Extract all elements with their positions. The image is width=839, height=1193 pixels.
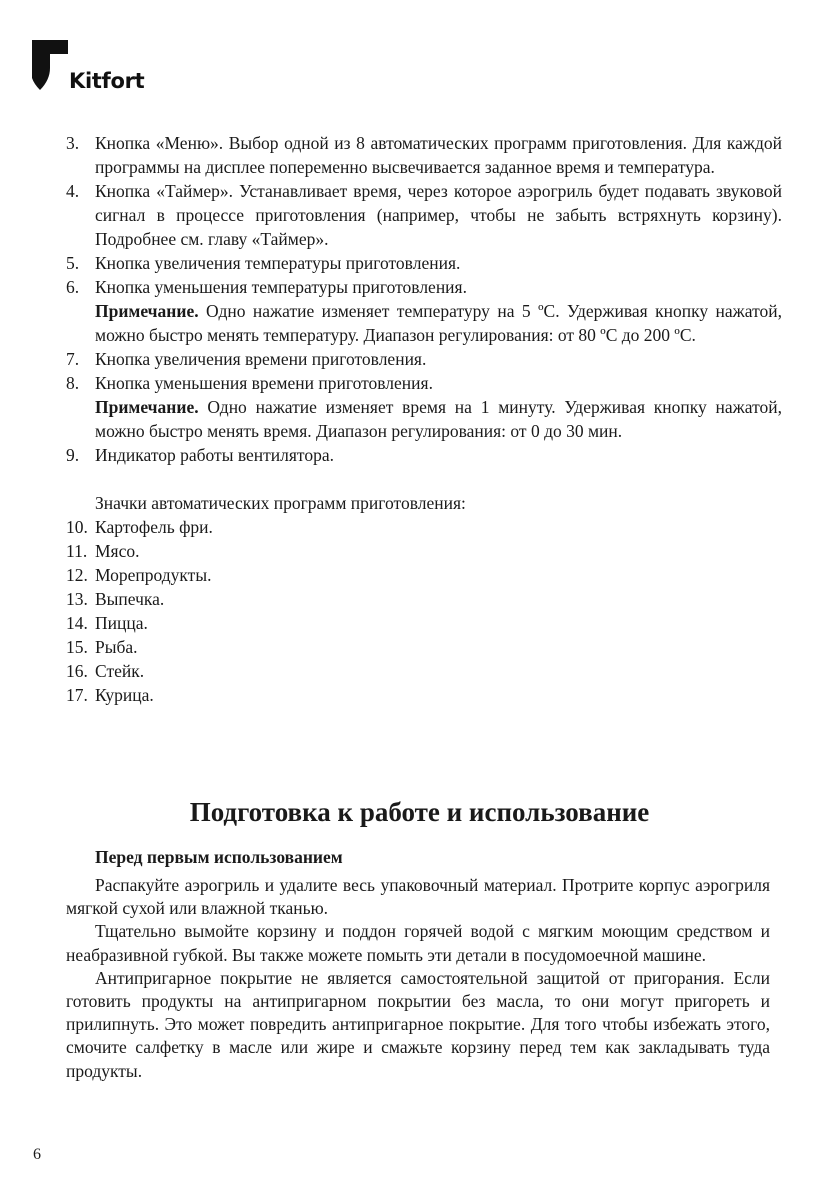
- section-title: Подготовка к работе и использование: [189, 797, 650, 827]
- note-text: Одно нажатие изменяет время на 1 минуту. Удерживая кнопку нажатой, можно быстро менять время. Диапазон регулирования: от 0 до 30 мин.: [95, 397, 782, 441]
- item-number: 11.: [66, 541, 88, 561]
- paragraph: Антипригарное покрытие не является самостоятельной защитой от пригорания. Если готовить продукты на антипригарном покрытии без масла, то они могут пригореть и прилипнуть. Это может повредить антипригарное покрытие. Для того чтобы избежать этого, смочите салфетку в масле или жире и смажьте корзину перед тем как закладывать туда продукты.: [66, 967, 770, 1081]
- item-text: Кнопка увеличения времени приготовления.: [95, 349, 427, 369]
- note: [66, 395, 782, 443]
- list-item: [66, 251, 782, 275]
- note: [66, 299, 782, 347]
- paragraph: Тщательно вымойте корзину и поддон горячей водой с мягким моющим средством и неабразивной губкой. Вы также можете помыть эти детали в посудомоечной машине.: [66, 921, 770, 965]
- item-text: Индикатор работы вентилятора.: [95, 445, 334, 465]
- list-item: [66, 515, 782, 539]
- kitfort-logo: [32, 40, 152, 96]
- note-text: Одно нажатие изменяет температуру на 5 ºС. Удерживая кнопку нажатой, можно быстро менять температуру. Диапазон регулирования: от 80 ºС до 200 ºС.: [95, 301, 782, 345]
- item-number: 3.: [66, 133, 80, 153]
- item-number: 15.: [66, 637, 88, 657]
- item-text: Выпечка.: [95, 589, 165, 609]
- item-text: Стейк.: [95, 661, 145, 681]
- note-label: Примечание.: [95, 301, 199, 321]
- controls-list: [66, 131, 782, 707]
- list-item: [66, 539, 782, 563]
- list-item: [66, 347, 782, 371]
- item-text: Картофель фри.: [95, 517, 213, 537]
- item-number: 17.: [66, 685, 88, 705]
- list-item: [66, 275, 782, 299]
- list-item: [66, 443, 782, 467]
- item-text: Курица.: [95, 685, 154, 705]
- list-item: [66, 371, 782, 395]
- item-text: Кнопка «Таймер». Устанавливает время, через которое аэрогриль будет подавать звуковой сигнал в процессе приготовления (например, чтобы не забыть встряхнуть корзину). Подробнее см. главу «Таймер».: [95, 181, 782, 249]
- list-item: [66, 635, 782, 659]
- list-item: [66, 563, 782, 587]
- item-number: 7.: [66, 349, 80, 369]
- note-label: Примечание.: [95, 397, 199, 417]
- list-item: [66, 131, 782, 179]
- item-number: 5.: [66, 253, 80, 273]
- item-text: Рыба.: [95, 637, 138, 657]
- item-number: 6.: [66, 277, 80, 297]
- subsection-title: Перед первым использованием: [95, 847, 343, 867]
- item-number: 9.: [66, 445, 80, 465]
- item-text: Кнопка уменьшения времени приготовления.: [95, 373, 433, 393]
- item-number: 16.: [66, 661, 88, 681]
- item-number: 12.: [66, 565, 88, 585]
- body-text: [66, 874, 770, 1083]
- item-number: 10.: [66, 517, 88, 537]
- item-text: Кнопка увеличения температуры приготовления.: [95, 253, 461, 273]
- item-number: 13.: [66, 589, 88, 609]
- paragraph: Распакуйте аэрогриль и удалите весь упаковочный материал. Протрите корпус аэрогриля мягкой сухой или влажной тканью.: [66, 875, 770, 919]
- list-item: [66, 587, 782, 611]
- item-number: 4.: [66, 181, 80, 201]
- page-number: 6: [33, 1146, 41, 1163]
- brand-name: Kitfort: [69, 69, 145, 93]
- programs-intro: Значки автоматических программ приготовления:: [95, 493, 466, 513]
- list-item: [66, 659, 782, 683]
- item-text: Мясо.: [95, 541, 140, 561]
- list-item: [66, 611, 782, 635]
- list-item: [66, 179, 782, 251]
- item-number: 14.: [66, 613, 88, 633]
- item-text: Кнопка «Меню». Выбор одной из 8 автоматических программ приготовления. Для каждой программы на дисплее попеременно высвечивается заданное время и температура.: [95, 133, 782, 177]
- list-item: [66, 683, 782, 707]
- item-text: Кнопка уменьшения температуры приготовления.: [95, 277, 467, 297]
- item-number: 8.: [66, 373, 80, 393]
- kitfort-logo-icon: [32, 40, 72, 92]
- item-text: Пицца.: [95, 613, 148, 633]
- item-text: Морепродукты.: [95, 565, 212, 585]
